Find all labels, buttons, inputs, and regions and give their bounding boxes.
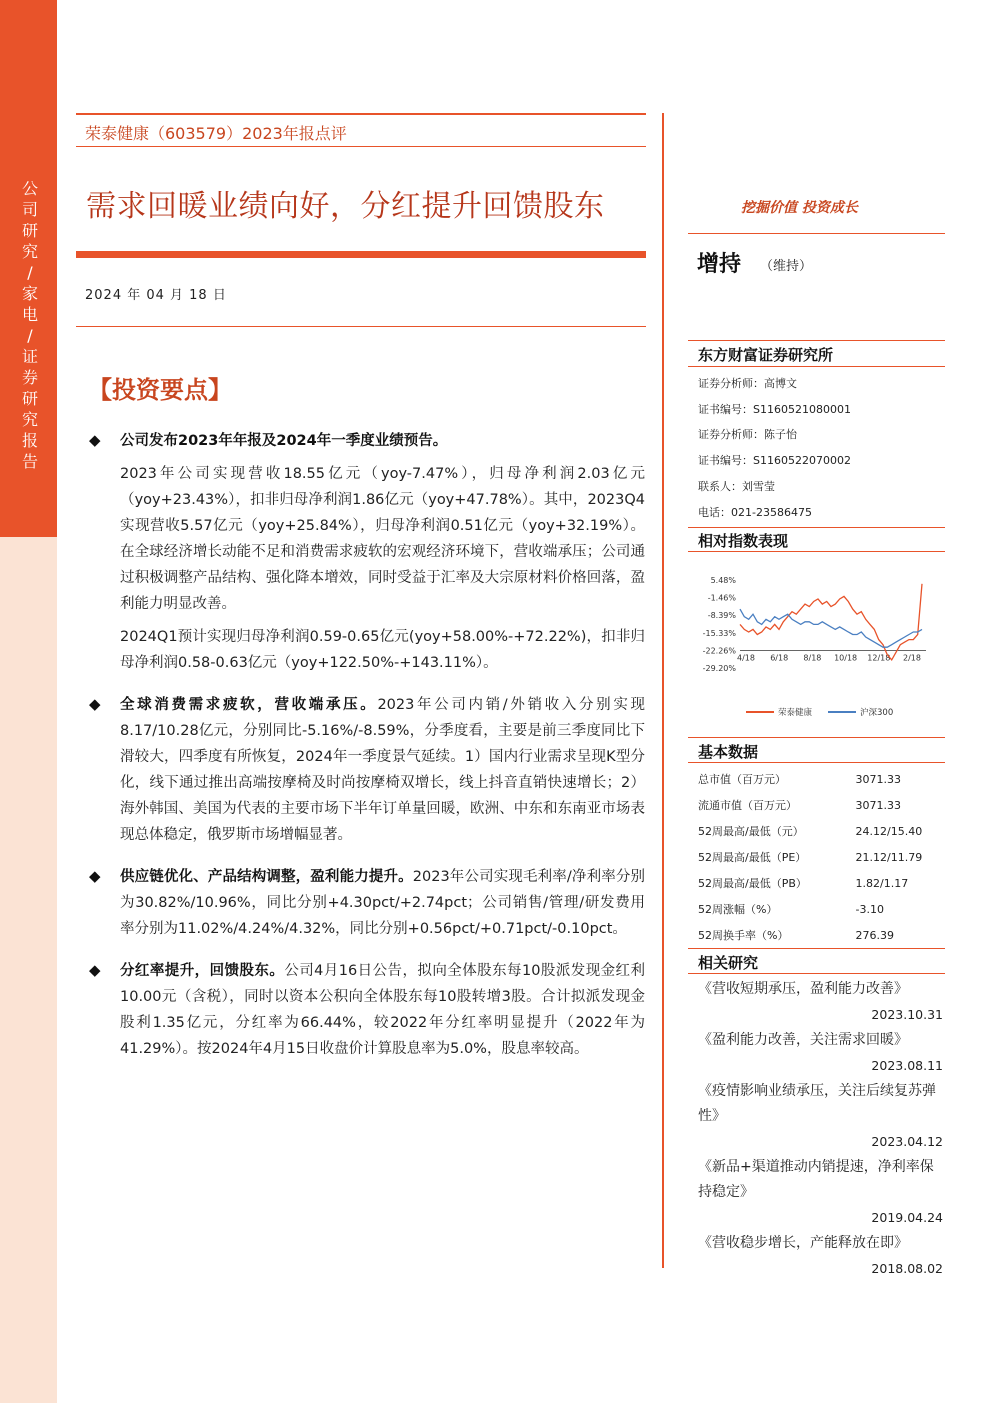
x-tick-label: 8/18 bbox=[803, 653, 822, 663]
column-divider bbox=[662, 113, 664, 1268]
contact: 联系人：刘雪莹 bbox=[698, 480, 775, 493]
research-title: 相关研究 bbox=[698, 954, 759, 972]
research-rule bbox=[688, 948, 945, 949]
table-row bbox=[698, 870, 946, 896]
table-value: 24.12/15.40 bbox=[855, 824, 923, 838]
chart-title: 相对指数表现 bbox=[698, 532, 789, 550]
chart-rule bbox=[688, 527, 945, 528]
diamond-bullet-icon: ◆ bbox=[89, 695, 101, 713]
series-line bbox=[740, 584, 922, 663]
y-tick-label: 5.48% bbox=[710, 576, 736, 585]
y-tick-label: -29.20% bbox=[702, 664, 736, 673]
research-rule-bottom bbox=[688, 973, 945, 974]
table-key: 总市值（百万元） bbox=[698, 773, 786, 786]
table-row bbox=[698, 766, 946, 792]
section-heading: 【投资要点】 bbox=[88, 375, 232, 404]
bullet-paragraph: 2023年公司实现营收18.55亿元（yoy-7.47%），归母净利润2.03亿元（yoy+23.43%），扣非归母净利润1.86亿元（yoy+47.78%）。其中，2023Q4实现营收5.57亿元（yoy+25.84%），归母净利润0.51亿元（yoy+32.19%）。在全球经济增长动能不足和消费需求疲软的宏观经济环境下，营收端承压；公司通过积极调整产品结构、强化降本增效，同时受益于汇率及大宗原材料价格回落，盈利能力明显改善。 bbox=[120, 466, 645, 612]
investment-points bbox=[85, 428, 645, 1078]
rating-note: （维持） bbox=[760, 259, 813, 274]
legend-label: 荣泰健康 bbox=[778, 708, 813, 718]
research-link[interactable]: 《营收稳步增长，产能释放在即》 bbox=[698, 1235, 908, 1251]
bullet-item bbox=[85, 428, 645, 676]
x-tick-label: 12/18 bbox=[867, 653, 891, 663]
list-item bbox=[698, 1231, 943, 1282]
bullet-item bbox=[85, 692, 645, 848]
bullet-paragraph: 全球消费需求疲软，营收端承压。2023年公司内销/外销收入分别实现8.17/10.28亿元，分别同比-5.16%/-8.59%，分季度看，主要是前三季度同比下滑较大，四季度有所恢复，2024年一季度景气延续。1）国内行业需求呈现K型分化，线下通过推出高端按摩椅及时尚按摩椅双增长，线上抖音直销快速增长；2）海外韩国、美国为代表的主要市场下半年订单量回暖，欧洲、中东和东南亚市场表现总体稳定，俄罗斯市场增幅显著。 bbox=[120, 697, 645, 843]
bullet-lead: 公司发布2023年年报及2024年一季度业绩预告。 bbox=[120, 433, 448, 449]
analyst-2: 证券分析师：陈子怡 bbox=[698, 428, 797, 441]
report-subtitle: 荣泰健康（603579）2023年报点评 bbox=[85, 124, 347, 143]
institute-rule bbox=[688, 340, 945, 341]
slogan: 挖掘价值 投资成长 bbox=[741, 200, 858, 216]
research-date: 2019.04.24 bbox=[871, 1210, 943, 1225]
title-bar bbox=[76, 251, 646, 258]
table-row bbox=[698, 844, 946, 870]
table-key: 52周最高/最低（PB） bbox=[698, 877, 807, 890]
table-value: 1.82/1.17 bbox=[855, 876, 909, 890]
y-tick-label: -1.46% bbox=[707, 593, 736, 603]
table-key: 流通市值（百万元） bbox=[698, 799, 797, 812]
basic-rule-bottom bbox=[688, 762, 945, 763]
diamond-bullet-icon: ◆ bbox=[89, 867, 101, 885]
related-research-list bbox=[698, 977, 943, 1282]
table-key: 52周最高/最低（PE） bbox=[698, 851, 807, 864]
cert-1: 证书编号：S1160521080001 bbox=[698, 403, 851, 416]
list-item bbox=[698, 1079, 943, 1155]
report-date: 2024 年 04 月 18 日 bbox=[85, 288, 227, 303]
cert-2: 证书编号：S1160522070002 bbox=[698, 454, 851, 467]
table-row bbox=[698, 922, 946, 948]
legend-label: 沪深300 bbox=[860, 708, 894, 718]
table-row bbox=[698, 792, 946, 818]
research-date: 2023.08.11 bbox=[871, 1058, 943, 1073]
bullet-item bbox=[85, 958, 645, 1062]
report-title: 需求回暖业绩向好，分红提升回馈股东 bbox=[86, 189, 605, 224]
rating: 增持 bbox=[697, 252, 742, 277]
diamond-bullet-icon: ◆ bbox=[89, 431, 101, 449]
chart-rule-bottom bbox=[688, 551, 945, 552]
x-tick-label: 4/18 bbox=[737, 653, 755, 663]
list-item bbox=[698, 977, 943, 1028]
table-row bbox=[698, 896, 946, 922]
table-value: 3071.33 bbox=[855, 772, 901, 786]
research-date: 2018.08.02 bbox=[871, 1261, 943, 1276]
list-item bbox=[698, 1155, 943, 1231]
basic-rule bbox=[688, 737, 945, 738]
y-tick-label: -15.33% bbox=[702, 628, 736, 638]
diamond-bullet-icon: ◆ bbox=[89, 961, 101, 979]
y-tick-label: -22.26% bbox=[702, 646, 736, 656]
header-rule-thin bbox=[76, 146, 646, 147]
rating-rule bbox=[688, 233, 945, 234]
basic-title: 基本数据 bbox=[698, 743, 759, 761]
analyst-1: 证券分析师：高博文 bbox=[698, 377, 797, 390]
x-tick-label: 2/18 bbox=[903, 653, 921, 663]
institute-name: 东方财富证券研究所 bbox=[698, 346, 834, 364]
bullet-paragraph: 2024Q1预计实现归母净利润0.59-0.65亿元(yoy+58.00%-+72.22%)，扣非归母净利润0.58-0.63亿元（yoy+122.50%-+143.11%）。 bbox=[120, 629, 645, 671]
bullet-paragraph: 分红率提升，回馈股东。公司4月16日公告，拟向全体股东每10股派发现金红利10.00元（含税），同时以资本公积向全体股东每10股转增3股。合计拟派发现金股利1.35亿元，分红率为66.44%，较2022年分红率明显提升（2022年为41.29%）。按2024年4月15日收盘价计算股息率为5.0%，股息率较高。 bbox=[120, 963, 645, 1057]
list-item bbox=[698, 1028, 943, 1079]
table-key: 52周换手率（%） bbox=[698, 929, 789, 942]
y-tick-label: -8.39% bbox=[707, 611, 736, 621]
sidebar-band bbox=[0, 0, 57, 1403]
relative-index-chart bbox=[698, 566, 938, 726]
x-tick-label: 10/18 bbox=[834, 653, 858, 663]
table-value: -3.10 bbox=[855, 902, 884, 916]
table-value: 276.39 bbox=[855, 928, 894, 942]
table-row bbox=[698, 818, 946, 844]
research-date: 2023.04.12 bbox=[871, 1134, 943, 1149]
bullet-paragraph: 供应链优化、产品结构调整，盈利能力提升。2023年公司实现毛利率/净利率分别为30.82%/10.96%，同比分别+4.30pct/+2.74pct；公司销售/管理/研发费用率分别为11.02%/4.24%/4.32%，同比分别+0.56pct/+0.71pct/-0.10pct。 bbox=[120, 869, 645, 937]
research-link[interactable]: 《营收短期承压，盈利能力改善》 bbox=[698, 981, 908, 997]
phone: 电话：021-23586475 bbox=[698, 506, 812, 519]
research-link[interactable]: 《盈利能力改善，关注需求回暖》 bbox=[698, 1032, 908, 1048]
table-key: 52周涨幅（%） bbox=[698, 903, 778, 916]
header-rule bbox=[76, 113, 646, 115]
research-date: 2023.10.31 bbox=[871, 1007, 943, 1022]
bullet-item bbox=[85, 864, 645, 942]
table-value: 3071.33 bbox=[855, 798, 901, 812]
basic-data-table bbox=[698, 766, 946, 948]
sidebar-label: 公司研究 / 家电 / 证券研究报告 bbox=[21, 179, 38, 471]
institute-rule-bottom bbox=[688, 366, 945, 367]
table-value: 21.12/11.79 bbox=[855, 850, 923, 864]
table-key: 52周最高/最低（元） bbox=[698, 825, 804, 838]
research-link[interactable]: 《疫情影响业绩承压，关注后续复苏弹性》 bbox=[698, 1083, 936, 1124]
x-tick-label: 6/18 bbox=[770, 653, 789, 663]
date-rule bbox=[76, 326, 646, 327]
research-link[interactable]: 《新品+渠道推动内销提速，净利率保持稳定》 bbox=[698, 1159, 934, 1200]
